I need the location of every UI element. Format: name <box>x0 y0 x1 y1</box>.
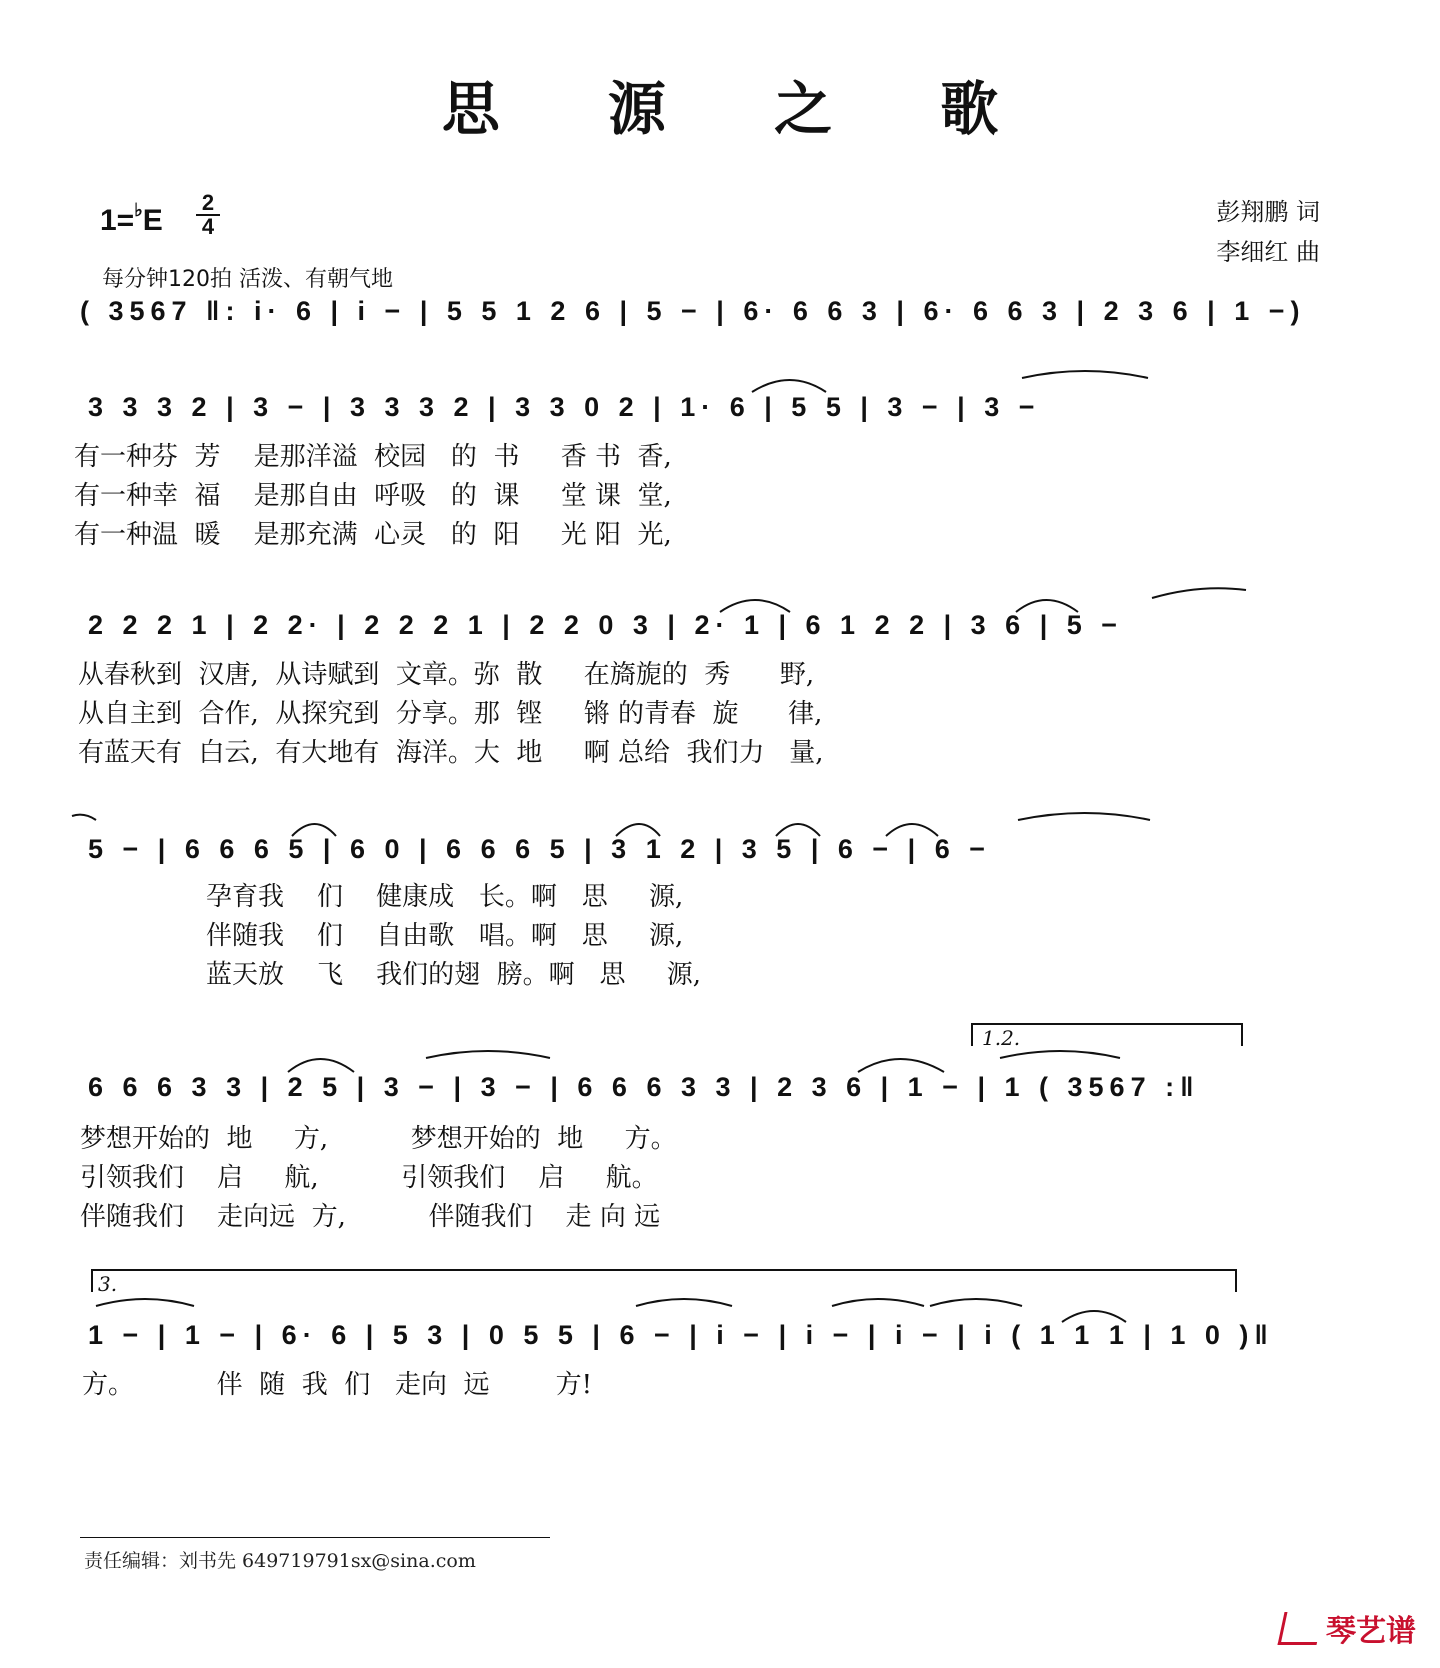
notation-row-1: ( 3567 ‖: i· 6 | i − | 5 5 1 2 6 | 5 − | 6· 6 6 3 | 6· 6 6 3 | 2 3 6 | 1 −) <box>80 296 1306 326</box>
lyric-row-4-verse-2: 伴随我 们 自由歌 唱。啊 思 源, <box>206 921 684 951</box>
key-prefix: 1= <box>100 204 135 237</box>
tie-mark <box>832 1299 924 1306</box>
tie-mark <box>636 1299 732 1306</box>
lyric-row-2-verse-3: 有一种温 暖 是那充满 心灵 的 阳 光 阳 光, <box>74 520 672 550</box>
tie-mark <box>1022 371 1148 378</box>
tempo-marking: 每分钟120拍 活泼、有朝气地 <box>102 267 393 292</box>
notation-row-3: 2 2 2 1 | 2 2· | 2 2 2 1 | 2 2 0 3 | 2· 1 | 6 1 2 2 | 3 6 | 5 − <box>88 610 1124 640</box>
footer-divider <box>80 1537 550 1538</box>
tie-mark <box>1152 588 1246 598</box>
notation-row-4: 5 − | 6 6 6 5 | 6 0 | 6 6 6 5 | 3 1 2 | 3 5 | 6 − | 6 − <box>88 834 992 864</box>
lyric-row-3-verse-3: 有蓝天有 白云, 有大地有 海洋。大 地 啊 总给 我们力 量, <box>78 738 824 768</box>
lyric-row-2-verse-1: 有一种芬 芳 是那洋溢 校园 的 书 香 书 香, <box>74 442 672 472</box>
time-signature-top: 2 <box>196 192 220 216</box>
key-signature <box>100 200 163 238</box>
logo-text: 琴艺谱 <box>1326 1614 1416 1649</box>
lyric-row-5-verse-3: 伴随我们 走向远 方, 伴随我们 走 向 远 <box>80 1202 661 1232</box>
editor-credit: 责任编辑：刘书先 649719791sx@sina.com <box>84 1550 476 1572</box>
lyric-row-2-verse-2: 有一种幸 福 是那自由 呼吸 的 课 堂 课 堂, <box>74 481 672 511</box>
lyric-row-6-verse-1: 方。 伴 随 我 们 走向 远 方! <box>82 1370 593 1400</box>
lyric-row-3-verse-1: 从春秋到 汉唐, 从诗赋到 文章。弥 散 在旖旎的 秀 野, <box>78 660 815 690</box>
tie-mark <box>1018 813 1150 820</box>
tie-mark <box>72 815 96 820</box>
slur-mark <box>752 380 826 392</box>
volta-bracket <box>92 1270 1236 1292</box>
lyric-row-5-verse-1: 梦想开始的 地 方, 梦想开始的 地 方。 <box>80 1124 677 1154</box>
lyric-row-4-verse-1: 孕育我 们 健康成 长。啊 思 源, <box>206 882 684 912</box>
tie-mark <box>96 1299 194 1306</box>
tie-mark <box>930 1299 1022 1306</box>
site-logo <box>1281 1606 1416 1650</box>
time-signature-bottom: 4 <box>201 214 215 239</box>
slur-mark <box>858 1059 944 1072</box>
key-note: E <box>142 204 163 237</box>
tie-mark <box>1000 1051 1120 1058</box>
flat-sign: ♭ <box>134 200 143 220</box>
slur-mark <box>288 1059 354 1072</box>
logo-icon <box>1277 1612 1323 1645</box>
lyric-row-5-verse-2: 引领我们 启 航, 引领我们 启 航。 <box>80 1163 658 1193</box>
volta-1-2-label: 1.2. <box>982 1026 1021 1050</box>
tie-mark <box>426 1051 550 1058</box>
lyric-row-3-verse-2: 从自主到 合作, 从探究到 分享。那 铿 锵 的青春 旋 律, <box>78 699 823 729</box>
notation-row-2: 3 3 3 2 | 3 − | 3 3 3 2 | 3 3 0 2 | 1· 6 | 5 5 | 3 − | 3 − <box>88 392 1041 422</box>
time-signature <box>196 192 220 238</box>
lyricist-credit: 彭翔鹏 词 <box>1216 198 1320 226</box>
composer-credit: 李细红 曲 <box>1216 238 1320 266</box>
lyric-row-4-verse-3: 蓝天放 飞 我们的翅 膀。啊 思 源, <box>206 960 702 990</box>
page-title: 思 源 之 歌 <box>441 75 1043 143</box>
notation-row-6: 1 − | 1 − | 6· 6 | 5 3 | 0 5 5 | 6 − | i − | i − | i − | i ( 1 1 1 | 1 0 )‖ <box>88 1320 1274 1350</box>
notation-row-5: 6 6 6 3 3 | 2 5 | 3 − | 3 − | 6 6 6 3 3 | 2 3 6 | 1 − | 1 ( 3567 :‖ <box>88 1072 1200 1102</box>
volta-3-label: 3. <box>98 1272 118 1296</box>
